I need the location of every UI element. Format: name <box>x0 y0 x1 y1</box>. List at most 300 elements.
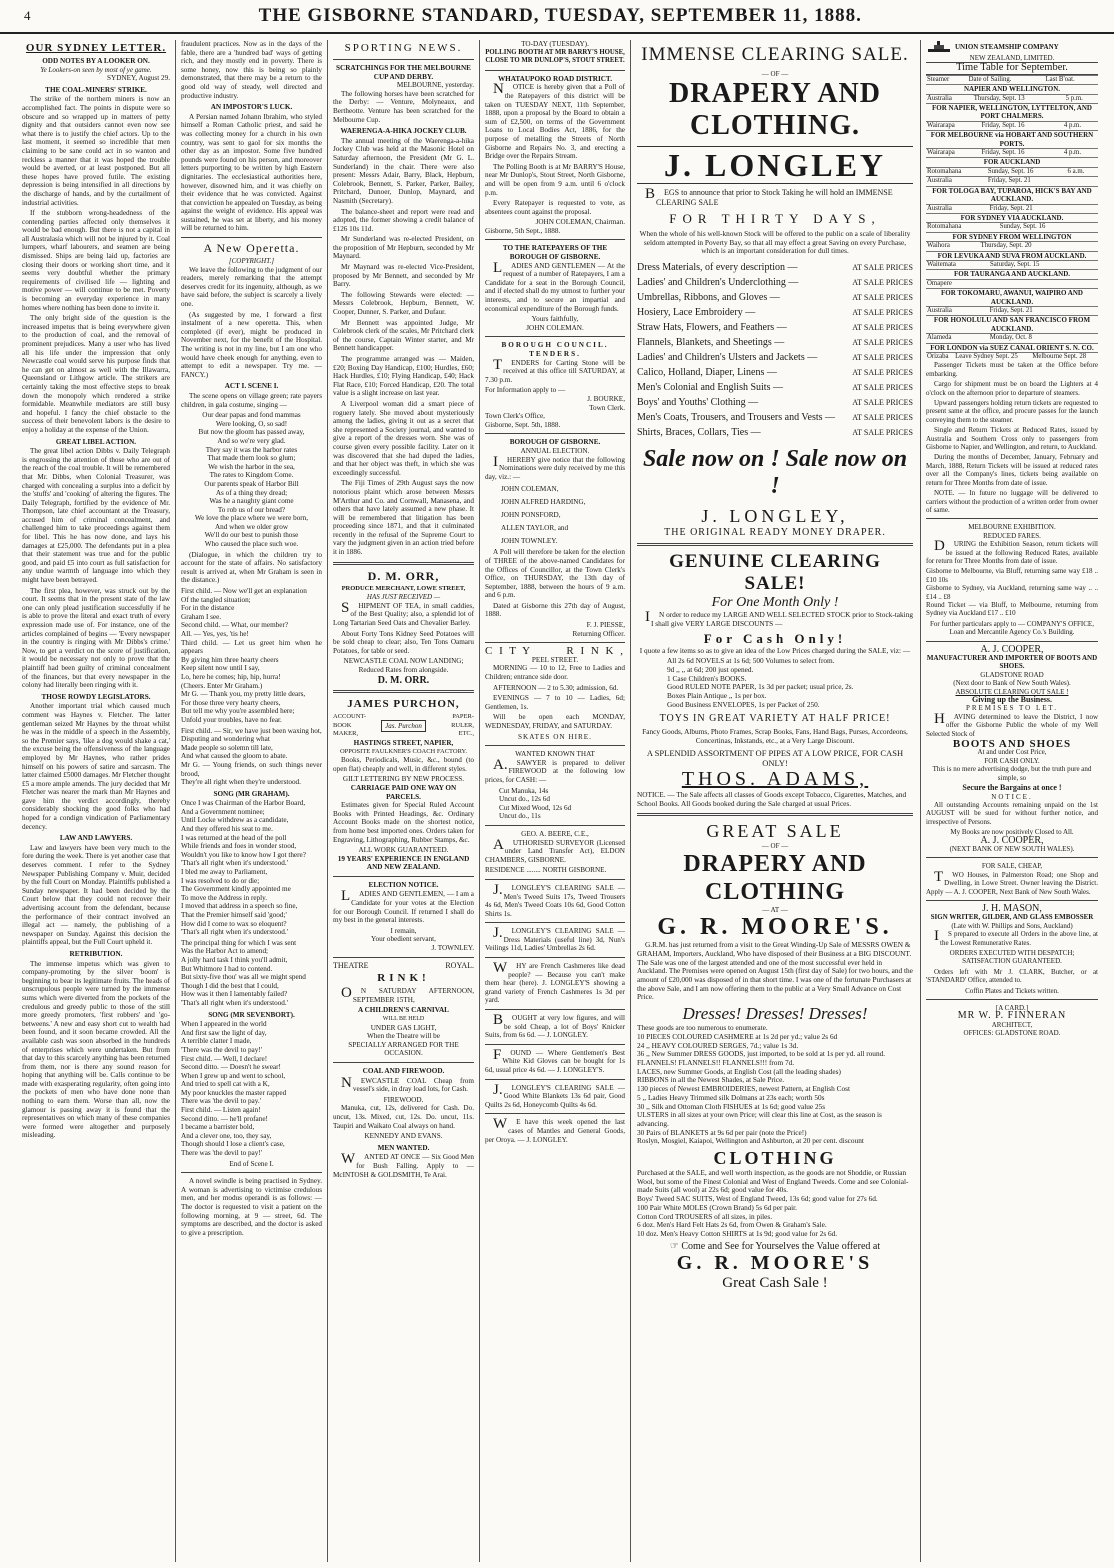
ad-text: NOTICE is hereby given that a Poll of the Ratepayers of this district will be taken on TUESDAY NEXT, 11th September, 1888, upon a proposal by the Board to obtain a sum of £2,500, on terms of the Government Loans to Local Bodies Act, 1886, for the purpose of metalling the Streets of North Gisborne and Repairs No. 3, and erecting a Bridge over the Repairs Stream. <box>485 81 625 161</box>
verse: When I appeared in the world And first saw the light of day, A terrible clatter I made, 'There was the devil to pay!' First child. — Well, I declare! Second ditto. — Doesn't he swear! When I grew up and went to school, And tried to spell cat with a K, My poor knuckles the master rapped There was 'the devil to pay.' First child. — Listen again! Second ditto. — he'll profane! I became a barrister bold, And a clever one, too, they say, Though should I lose a client's case, There was 'the devil to pay!' <box>181 1020 287 1158</box>
ad-text: G.R.M. has just returned from a visit to the Great Winding-Up Sale of MESSRS OWEN & GRAHAM, Importers, Auckland, Who have disposed of their Business at a BIG DISCOUNT. The Sale was one of the largest attended and one of the most successful ever held in Auckland. The Premises were opened on August 15th (first day of Sale) for two hours, and the amount of £20,000 was disposed of in that short time. I was one of the fortunate Purchasers at the above Sale, and I am now offering them to the public at a Very Small Advance on Cost Price. <box>637 940 913 1002</box>
table-row <box>926 94 1098 103</box>
price-list: Cut Manuka, 14s Uncut do., 12s 6d Cut Mixed Wood, 12s 6d Uncut do., 11s <box>499 786 572 821</box>
sale-item-price: AT SALE PRICES <box>852 353 913 363</box>
sale-item <box>637 365 913 380</box>
ad-text: J.LONGLEY'S CLEARING SALE — Good White Blankets 13s 6d pair, Good Quilts 2s 6d, Honeycomb Quilts 4s 6d. <box>485 1081 625 1109</box>
table-cell <box>1093 306 1098 315</box>
column-sporting <box>329 40 478 1562</box>
ad-line: WILL BE HELD <box>382 1016 425 1022</box>
ad-line: (NEXT BANK OF NEW SOUTH WALES). <box>949 844 1075 853</box>
sale-item <box>637 410 913 425</box>
ad-address: OPPOSITE FAULKNER'S COACH FACTORY. <box>339 747 468 755</box>
ad-text: All outstanding Accounts remaining unpaid on the 1st AUGUST will be sued for without further notice, and irrespective of Persons. <box>926 800 1098 826</box>
table-cell <box>1087 279 1098 288</box>
ad-text: ON SATURDAY AFTERNOON, SEPTEMBER 15TH, <box>341 985 474 1004</box>
paragraph: The only bright side of the question is the increased impetus that is being everywhere given to the production of coal, and the removal of prominent prejudices. Many a user who has lived all his life under the impression that only Newcastle coal would serve his purpose finds that he can get on almost as well with the Illawarra, Queensland or Lithgow article. The strikers are certainly taking the most effective steps to break down the monopoly which rendered a strike formidable. Meanwhile mediators are still busy and hopeful. I fancy the chief obstacle to the success of their benevolent labors is the desire to enjoy a holiday at the expense of the Union. <box>22 314 170 434</box>
table-cell: Australia <box>926 204 989 213</box>
ad-text: DURING the Exhibition Season, return tickets will be issued at the following Reduced Rates, available for return for Three Months from date of issue. <box>926 538 1098 565</box>
table-cell: 4 p.m. <box>1063 149 1098 158</box>
ad-heading: GEO. A. BEERE, C.E., <box>521 829 589 838</box>
ad-heading: FOR SALE, CHEAP, <box>981 862 1043 871</box>
section-heading: WAERENGA-A-HIKA JOCKEY CLUB. <box>340 127 467 136</box>
column-shipping <box>922 40 1102 1562</box>
ad-line: Giving up the Business. <box>971 695 1053 705</box>
company-name: UNION STEAMSHIP COMPANY <box>955 42 1059 51</box>
ad-line: At and under Cost Price, <box>977 748 1047 757</box>
table-row <box>926 353 1098 362</box>
ad-headline: GENUINE CLEARING SALE! <box>669 551 881 595</box>
paragraph: The following Stewards were elected: — Messrs Colebrook, Hepburn, Bennett, W. Cooper, Dunner, S. Parker, and Dufaur. <box>333 290 474 317</box>
sale-item-label: Umbrellas, Ribbons, and Gloves — <box>637 292 780 304</box>
ad-line: Your obedient servant, <box>371 935 436 944</box>
sale-item-price: AT SALE PRICES <box>852 323 913 333</box>
merchant-name: A. J. COOPER, <box>980 643 1044 655</box>
purchon-logo: Jas. Purchon <box>381 720 426 733</box>
sale-item-label: Men's Colonial and English Suits — <box>637 382 783 394</box>
timetable-section-heading: FOR NAPIER, WELLINGTON, LYTTELTON, AND PORT CHALMERS. <box>926 103 1098 121</box>
ad-line: (Late with W. Phillips and Sons, Auckland) <box>951 921 1073 930</box>
table-cell <box>1093 204 1098 213</box>
ad-text: TWO Houses, in Palmerston Road; one Shop and Dwelling, in Lowe Street. Owner leaving the District. Apply — A. J. COOPER, Next Bank of New South Wales. <box>926 868 1098 896</box>
nominee: JOHN PONSFORD, <box>501 511 561 520</box>
divider <box>485 1113 625 1114</box>
ad-line: FOR CASH ONLY. <box>984 756 1040 765</box>
table-cell: Melbourne Sept. 28 <box>1031 353 1098 362</box>
sale-item-price: AT SALE PRICES <box>852 263 913 273</box>
table-cell: Friday, Sept. 16 <box>981 149 1063 158</box>
ad-signature: JOHN COLEMAN. <box>526 323 584 332</box>
ad-headline: IMMENSE CLEARING SALE. <box>641 44 909 65</box>
paragraph: Mr Sunderland was re-elected President, on the proposition of Mr Hepburn, seconded by Mr Maynard. <box>333 235 474 261</box>
price-list: All 2s 6d NOVELS at 1s 6d; 500 Volumes to select from. 9d ,, ,, at 6d; 200 just opened. 1 Case Children's BOOKS. Good RULED NOTE PAPER, 1s 3d per packet; usual price, 2s. Boxes Plain Antique ,, 1s per box. Good Business ENVELOPES, 1s per Packet of 250. <box>667 656 854 709</box>
ad-text: FOUND — Where Gentlemen's Best White Kid Gloves can be bought for 1s 6d, usual price 4s 6d. — J. LONGLEY'S. <box>485 1046 625 1074</box>
divider <box>181 1172 322 1173</box>
ad-slogan: Great Cash Sale ! <box>722 1274 828 1291</box>
ad-text: About Forty Tons Kidney Seed Potatoes will be sold cheap to clear; also, Ten Tons Oamaru Potatoes, for table or seed. <box>333 629 474 655</box>
paragraph: The great libel action Dibbs v. Daily Telegraph is engrossing the attention of those who are out of the reach of the coal trouble. It will be remembered that Mr. Dibbs, when Colonial Treasurer, was charged with concealing a surplus into a deficit by the 'stuffs' and 'cooking' of altering the figures. The Daily Telegraph, fortified by the evidence of Mr. Thompson, late chief accountant at the Treasury, accused him of criminal concealment, and challenged him to take proceedings against them for libel. This he has now done, and lays his damages at £25,000. The defendants put in a plea that their statement was true and for the public good, and paid £5 into court as full satisfaction for any undue warmth of language into which they might have been betrayed. <box>22 447 170 585</box>
timetable-section <box>926 121 1098 130</box>
ad-logo-row <box>333 713 474 739</box>
table-cell: Friday, Sept. 21 <box>989 306 1094 315</box>
sale-item-label: Ladies' and Children's Underclothing — <box>637 277 799 289</box>
divider <box>926 900 1098 901</box>
paragraph: A novel swindle is being practised in Sydney. A woman is advertising to victimise credulous men, and her modus operandi is as follows: — The doctor is requested to visit a patient on the following morning, at 9 — street, 6d. The symptoms are described, and the doctor is asked to give a prescription. <box>181 1177 322 1237</box>
table-cell: Thursday, Sept. 13 <box>973 94 1065 103</box>
section-heading: THOSE ROWDY LEGISLATORS. <box>41 692 151 701</box>
ad-text: WE have this week opened the last cases of Mantles and General Goods, per Oroya. — J. LONGLEY. <box>485 1116 625 1144</box>
ad-line: I remain, <box>390 926 417 935</box>
table-cell: Friday, Sept. 16 <box>981 121 1063 130</box>
table-cell: Wairarapa <box>926 149 981 158</box>
table-cell: Friday, Sept. 21 <box>987 177 1067 186</box>
ad-text: TENDERS for Carting Stone will be received at this office till SATURDAY, at 7.30 p.m. <box>485 356 625 384</box>
ad-subheading: SIGN WRITER, GILDER, AND GLASS EMBOSSER <box>930 913 1094 922</box>
merchant-name: MR W. P. FINNERAN <box>957 1010 1067 1022</box>
divider <box>333 876 474 877</box>
ad-signature: D. M. ORR. <box>377 674 430 686</box>
divider <box>926 999 1098 1000</box>
ad-signature: F. J. PIESSE, <box>586 621 625 630</box>
ad-text: IS prepared to execute all Orders in the above line, at the Lowest Remunerative Rates. <box>934 928 1098 947</box>
sale-item-price: AT SALE PRICES <box>852 413 913 423</box>
ad-headline: CLOTHING <box>713 1148 837 1169</box>
table-cell: Omapere <box>926 279 1076 288</box>
article-subtitle: SCRATCHINGS FOR THE MELBOURNE CUP AND DERBY. <box>336 64 471 81</box>
ad-text: A Poll will therefore be taken for the election of THREE of the above-named Candidates for the Offices of Councillor, at the Town Clerk's Office, on THURSDAY, the 13th day of September, 1888, between the hours of 9 a.m. and 6 p.m. <box>485 548 625 600</box>
timetable-section <box>926 94 1098 103</box>
table-cell: 4 p.m. <box>1063 121 1098 130</box>
city-left: C I T Y <box>485 645 533 658</box>
sale-item <box>637 320 913 335</box>
timetable-section <box>926 260 1098 269</box>
article-subtitle: ODD NOTES BY A LOOKER ON. <box>42 57 150 65</box>
theatre-right: ROYAL. <box>445 960 474 970</box>
paragraph: The first plea, however, was struck out by the court. It seems that in the present state of the law one can only plead justification successfully if he is able to prove the literal and exact truth of every expression made use of. For instance, one of the articles complained of begins — 'Every newspaper in the country is ringing with Mr Dibbs's crime.' Now, to get a verdict on the score of justification, it would be necessary not only to prove that the plaintiff had been guilty of criminal concealment of the finances, but that every newspaper in the colony had literally been ringing with it. <box>22 586 170 690</box>
table-cell: Monday, Oct. 8 <box>989 334 1094 343</box>
paragraph: Another important trial which caused much comment was Haynes v. Fletcher. The latter gentleman seized Mr Haynes by the throat whilst he was in the middle of a speech in the Assembly, so the Premier says, 'like a dog would shake a cat,' the excuse being the offensiveness of the language employed by Mr Haynes, who rather prides himself on his powers of satire and sarcasm. The latter claimed £5000 damages. Mr Fletcher thought £5 a more ample amends. The jury decided that Mr Fletcher was nearer the mark than Mr Haynes and gave him the verdict accordingly, thereby considerably shocking the good folks who had hoped for a condign vindication of Parliamentary decency. <box>22 702 170 831</box>
divider <box>926 641 1098 642</box>
table-cell <box>1067 177 1099 186</box>
table-cell: Orizaba <box>926 353 954 362</box>
divider <box>333 59 474 60</box>
table-row <box>926 334 1098 343</box>
ship-note: Cargo for shipment must be on board the Lighters at 4 o'clock on the afternoon prior to departure of steamers. <box>926 380 1098 397</box>
pointing-hand-icon: ☞ <box>669 1240 679 1252</box>
table-header-cell: Steamer <box>926 75 968 84</box>
ad-text: Fancy Goods, Albums, Photo Frames, Scrap Books, Fans, Hand Bags, Purses, Accordeons, Concertinas, Inkstands, etc., at a Very Large Discount. <box>642 727 908 746</box>
paragraph: The scene opens on village green; rate payers children, in gala costume, singing — <box>181 391 322 409</box>
ship-note: Upward passengers holding return tickets are requested to present same at the office, and procure passes for the launch conveying them to the steamer. <box>926 399 1098 424</box>
ad-headline: TOYS IN GREAT VARIETY AT HALF PRICE! <box>659 713 891 725</box>
ad-line: SKATES ON HIRE. <box>518 732 592 741</box>
ad-text: ORDERS EXECUTED WITH DESPATCH; SATISFACTION GUARANTEED. <box>949 949 1075 966</box>
ad-signature: J. BOURKE, <box>587 394 625 403</box>
merchant-name: A. J. COOPER, <box>980 834 1044 846</box>
divider <box>485 1009 625 1010</box>
table-row <box>926 167 1098 176</box>
dateline: SYDNEY, August 29. <box>107 74 170 83</box>
sale-item <box>637 275 913 290</box>
verse: Once I was Chairman of the Harbor Board, And a Government nominee; Until Locke withdrew as a candidate, And they offered his seat to me. I was returned at the head of the poll While friends and foes in wonder stood, Wouldn't you like to know how I got there? 'That's all right when it's understood.' I bled me away to Parliament, I was resolved to do or die; The Government kindly appointed me To move the Address in reply. I moved that address in a speech so fine, That the Premier himself said 'good;' How did I come to wax so eloquent? 'That's all right when it's understood.' <box>181 799 306 937</box>
timetable-section <box>926 241 1098 250</box>
sale-item <box>637 260 913 275</box>
ad-line <box>637 1241 913 1252</box>
nominee: ALLEN TAYLOR, and <box>501 524 569 533</box>
paragraph: (As suggested by me, I forward a first instalment of a new operetta. This, when completed (if ever), might be produced in November next, for the benefit of the Hospital. The writing is not in my line, but I am one who would have cheek enough for anything, even to attempt to edit a newspaper. Try me. — FANCY.) <box>181 310 322 379</box>
table-cell <box>1094 260 1098 269</box>
paragraph: The strike of the northern miners is now an accomplished fact. The points in dispute were so obscure and so wrapped up in matters of petty dignity and that outsiders cannot even now see what there is to justify the chief actors. Up to the last moment, it seemed so incredible that men claiming to be sane could act in so wanton and reckless a manner that it was hoped the trouble would be averted, or at least postponed. But all these hopes have proved futile. The existing depression is being intensified in all directions by the discharge of hands, and by the curtailment of industrial activities. <box>22 95 170 207</box>
city-right: R I N K , <box>566 645 625 658</box>
ad-heading: WHATAUPOKO ROAD DISTRICT. <box>497 74 612 83</box>
timetable-section-heading: FOR LONDON via SUEZ CANAL ORIENT S. N. CO. <box>926 343 1098 352</box>
timetable-section-heading: FOR TAURANGA AND AUCKLAND. <box>926 269 1098 278</box>
table-cell: Rotomahana <box>926 223 999 232</box>
paragraph: The following horses have been scratched for the Derby: — Venture, Molyneaux, and Bertheotte. Venture has been scratched for the Melbourne Cup. <box>333 89 474 124</box>
ad-text: BOUGHT at very low figures, and will be sold Cheap, a lot of Boys' Knicker Suits, from 6s 6d. — J. LONGLEY. <box>485 1012 625 1040</box>
timetable-title: Time Table for September. <box>926 62 1098 74</box>
table-cell: Saturday, Sept. 15 <box>989 260 1094 269</box>
section-heading: COAL AND FIREWOOD. <box>362 1066 445 1075</box>
column-sydney-letter <box>18 40 174 1562</box>
ad-line: PEEL STREET. <box>531 655 579 664</box>
timetable-section <box>926 352 1098 361</box>
ad-text: NOTICE. — The Sale affects all classes of Goods except Tobacco, Cigarettes, Matches, and School Books. All Goods booked during the Sale charged at usual Prices. <box>637 789 907 808</box>
table-cell <box>1094 223 1098 232</box>
ad-line: Yours faithfully, <box>531 315 579 324</box>
paragraph: We leave the following to the judgment of our readers, merely remarking that the attempt deserves credit for its ingenuity, although, as we have said before, the subject is scarcely a lively one. <box>181 265 322 309</box>
ad-heading: WANTED KNOWN THAT <box>515 750 595 759</box>
sale-item-price: AT SALE PRICES <box>852 278 913 288</box>
sale-item-label: Boys' and Youths' Clothing — <box>637 397 759 409</box>
column-rule <box>479 40 480 1562</box>
ad-signature: JOHN COLEMAN, Chairman. <box>535 218 625 227</box>
ad-subheading: MANUFACTURER AND IMPORTER OF BOOTS AND SHOES. <box>926 654 1098 671</box>
section-heading: THE COAL-MINERS' STRIKE. <box>45 85 147 94</box>
ad-line: ABSOLUTE CLEARING OUT SALE ! <box>955 687 1069 696</box>
ad-line: GILT LETTERING BY NEW PROCESS. <box>342 775 465 784</box>
end-scene: End of Scene I. <box>229 1159 274 1168</box>
ad-subheading: REDUCED FARES. <box>983 531 1041 540</box>
column-rule <box>327 40 328 1562</box>
divider <box>485 1044 625 1045</box>
divider <box>485 70 625 71</box>
ad-text: J.LONGLEY'S CLEARING SALE — Dress Materials (useful line) 3d, Nun's Veilings 11d, Ladies' Umbrellas 2s 6d. <box>485 925 625 953</box>
timetable-section <box>926 222 1098 231</box>
table-cell: Leave Sydney Sept. 25 <box>954 353 1031 362</box>
sale-item-price: AT SALE PRICES <box>852 428 913 438</box>
sale-item-label: Straw Hats, Flowers, and Feathers — <box>637 322 787 334</box>
ad-line: — OF — <box>761 70 789 78</box>
sale-item-price: AT SALE PRICES <box>852 338 913 348</box>
divider <box>485 433 625 434</box>
table-row <box>926 279 1098 288</box>
sale-item <box>637 425 913 440</box>
table-row <box>926 149 1098 158</box>
ad-address: HASTINGS STREET, NAPIER, <box>353 738 454 747</box>
column-notices <box>481 40 629 1562</box>
table-row <box>926 260 1098 269</box>
ad-heading: POLLING BOOTH AT MR BARRY'S HOUSE, CLOSE TO MR DUNLOP'S, STOUT STREET. <box>485 48 625 65</box>
timetable-sections <box>926 84 1098 361</box>
table-row <box>926 204 1098 213</box>
section-heading: RETRIBUTION. <box>69 949 123 958</box>
ad-text: EVENINGS — 7 to 10 — Ladies, 6d; Gentlemen, 1s. <box>485 694 625 711</box>
ad-line: NOTICE. <box>991 792 1033 801</box>
city-rink-title <box>485 647 625 656</box>
paragraph: The immense impetus which was given to company-promoting by the silver 'boom' is beginning to bear its legitimate fruits. The heads of unscrupulous people were turned by the immense sums which were diverted from the pockets of the credulous and greedy public to those of the still more greedy promoters, 'first robbers' and 'go-betweens.' A new and easy short cut to wealth had been found, and it soon became crowded. All the available cash was soon absorbed in the hundreds of enterprises which were undertaken. But from that day to this scarcely anything has been returned from them, nor is there any sound reason for hoping that anything will be. Calls continue to be made with exasperating regularity, often going into the pockets of men who have done none than nothing to earn them. Worse than all, now the glamour is passing away it is found that the representatives on which many of these companies were formed were altogether and purposely misleading. <box>22 959 170 1140</box>
divider <box>485 745 625 746</box>
ad-line: For Information apply to — <box>485 386 566 395</box>
theatre-left: THEATRE <box>333 960 369 970</box>
ad-text: The Polling Booth is at Mr BARRY'S House, near Mr Dunlop's, Stout Street, North Gisborne, and will be open from 9 a.m. until 6 o'clock p.m. <box>485 162 625 197</box>
table-header-cell: Last B'oat. <box>1045 75 1098 84</box>
ad-line: ARCHITECT, <box>991 1020 1033 1029</box>
divider <box>485 825 625 826</box>
ad-text: IN order to reduce my LARGE AND WELL SELECTED STOCK prior to Stock-taking I shall give VERY LARGE DISCOUNTS — <box>645 609 914 628</box>
price-list: Purchased at the SALE, and well worth inspection, as the goods are not Shoddie, or Russian Wool, but some of the Finest Colonial and West of England Tweeds. Come and see Colonial-made Suits (all wool) at 22s 6d; good value for 40s. Boys' Tweed SAC SUITS, West of England Tweed, 13s 6d; good value for 27s 6d. 100 Pair White MOLES (Crown Brand) 5s 6d per pair. Cotton Cord TROUSERS of all sizes, in piles. 6 doz. Men's Hard Felt Hats 2s 6d, from Owen & Graham's Sale. 10 doz. Men's Heavy Cotton SHIRTS at 1s 9d; good value for 2s 6d. <box>637 1168 909 1238</box>
ad-text: Will be open each MONDAY, WEDNESDAY, FRIDAY, and SATURDAY. <box>485 713 625 730</box>
paragraph: Law and lawyers have been very much to the fore during the week. There is yet another case that deserves comment. I refer to the Sydney Newspaper Publishing Company v. Muir, decided by the full Court on Monday. Plaintiffs published a Sunday newspaper. It had been decided by the Court below that they could not recover their advertising account from the defendant, because the performance of their contract involved an illegal act — namely, the publishing of a newspaper on Sunday. Against this decision the plaintiffs appeal, but the Full Court upheld it. <box>22 843 170 947</box>
table-header-cell: Date of Sailing. <box>968 75 1045 84</box>
fares-list: Gisborne to Melbourne, via Bluff, returning same way £18 .. £10 10s Gisborne to Sydney, via Auckland, returning same way .. .. £14 .. £8 Round Ticket — via Bluff, to Melbourne, returning from Sydney via Auckland £17 .. £10 <box>926 567 1098 618</box>
ad-text: IHEREBY give notice that the following Nominations were duly received by me this day, viz.: — <box>485 453 625 481</box>
ad-text: AFTERNOON — 2 to 5.30; admission, 6d. <box>493 683 619 692</box>
ad-text: WANTED AT ONCE — Six Good Men for Bush Falling. Apply to — McINTOSH & GOLDSMITH, Te Arai. <box>333 1151 474 1179</box>
section-heading: SONG (MR SEVENBORT). <box>208 1010 295 1019</box>
ad-date: Gisborne, Sept. 5th, 1888. <box>485 420 561 429</box>
ad-text: HAVING determined to leave the District, I now offer the Gisborne Public the whole of my Well Selected Stock of <box>926 710 1098 738</box>
divider <box>637 813 913 816</box>
ad-line: SPECIALLY ARRANGED FOR THE OCCASION. <box>348 1040 459 1058</box>
ad-line: A CHILDREN'S CARNIVAL <box>358 1006 449 1015</box>
sale-item-price: AT SALE PRICES <box>852 293 913 303</box>
sale-item <box>637 395 913 410</box>
ad-line: When the Theatre will be <box>367 1032 440 1041</box>
paragraph: Mr Bennett was appointed Judge, Mr Colebrook clerk of the scales, Mr Pritchard clerk of the course, Captain Winter starter, and Mr Bennett handicapper. <box>333 318 474 353</box>
verse: Our dear papas and fond mammas Were looking, O, so sad! But now the gloom has passed away, And so we're very glad. They say it was the harbor rates That made them look so glum; We wish the harbor in the sea, The rates to Kingdom Come. Our parents speak of Harbor Bill As of a thing they dread; Was he a naughty giant come To rob us of our bread? We love the place where we were born, And when we older grow We'll do our best to punish those Who caused the place such woe. <box>194 411 309 549</box>
ad-text: LADIES AND GENTLEMEN — At the request of a number of Ratepayers, I am a Candidate for a seat in the Borough Council, and if elected shall do my utmost to further your interests, and to secure an impartial and economical expenditure of the Borough funds. <box>485 259 625 313</box>
ship-note: Passenger Tickets must be taken at the Office before embarking. <box>926 361 1098 378</box>
section-heading: AN IMPOSTOR'S LUCK. <box>210 103 293 112</box>
section-heading: ELECTION NOTICE. <box>368 880 439 889</box>
table-row <box>926 306 1098 315</box>
ad-line: UNDER GAS LIGHT, <box>370 1023 437 1032</box>
ad-line: 19 YEARS' EXPERIENCE IN ENGLAND AND NEW ZEALAND. <box>337 854 470 872</box>
copyright: [COPYRIGHT.] <box>228 257 275 266</box>
article-byline: Ye Lookers-on seen by most of ye game. <box>40 65 152 74</box>
ad-headline: GREAT SALE <box>706 821 844 842</box>
paragraph: The balance-sheet and report were read and adopted, the former showing a credit balance of £126 10s 11d. <box>333 207 474 233</box>
ad-line: GLADSTONE ROAD <box>980 670 1044 679</box>
ad-text: WHY are French Cashmeres like dead people? — Because you can't make them hear (here). J. LONGLEY'S showing a grand variety of French Cashmeres 1s 3d per yard. <box>485 960 625 1005</box>
ad-title: JAMES PURCHON, <box>347 698 460 711</box>
divider <box>181 237 322 238</box>
verse: First child. — Now we'll get an explanation Of the tangled situation; For in the distance Graham I see. Second child. — What, our member? All. — Yes, yes, 'tis he! Third child. — Let us greet him when he appears By giving him three hearty cheers Keep silent now until I say, Lo, here he comes; hip, hip, hurra! (Cheers. Enter Mr Graham.) Mr G. — Thank you, my pretty little dears, For those three very hearty cheers, But tell me why you're assembled here; Unfold your troubles, have no fear. <box>181 587 322 724</box>
timetable <box>926 75 1098 84</box>
nominee: JOHN ALFRED HARDING, <box>501 498 586 507</box>
sale-item-label: Shirts, Braces, Collars, Ties — <box>637 427 761 439</box>
sale-item-label: Dress Materials, of every description — <box>637 262 798 274</box>
steamship-icon <box>926 40 952 54</box>
timetable-section <box>926 279 1098 288</box>
table-cell <box>1076 279 1087 288</box>
paragraph: (Dialogue, in which the children try to account for the state of affairs. No satisfactory result is arrived at, when Mr Graham is seen in the distance.) <box>181 550 322 585</box>
ad-line: Town Clerk's Office, <box>485 412 545 421</box>
ad-heading: MELBOURNE EXHIBITION. <box>968 523 1056 532</box>
divider <box>637 543 913 546</box>
ad-line: OFFICES: GLADSTONE ROAD. <box>963 1029 1061 1038</box>
timetable-section-heading: FOR TOLOGA BAY, TUPAROA, HICK'S BAY AND AUCKLAND. <box>926 186 1098 204</box>
divider <box>485 642 625 643</box>
ad-title: D. M. ORR, <box>367 568 440 583</box>
merchant-name: THOS. ADAMS, <box>681 767 869 790</box>
merchant-name: J. LONGLEY, <box>701 506 849 527</box>
timetable-section <box>926 148 1098 157</box>
rink-title: RINK! <box>377 972 430 985</box>
table-cell: 5 p.m. <box>1065 94 1098 103</box>
section-heading: ACT I. SCENE I. <box>224 382 279 391</box>
table-header <box>926 75 1098 84</box>
ad-line: PREMISES TO LET. <box>965 704 1059 713</box>
merchant-name: J. H. MASON, <box>982 902 1042 914</box>
sale-item-price: AT SALE PRICES <box>852 368 913 378</box>
table-cell: 6 a.m. <box>1067 167 1099 176</box>
timetable-section-heading: FOR AUCKLAND <box>926 157 1098 166</box>
table-cell: Thursday, Sept. 20 <box>980 242 1094 251</box>
ad-slogan: Sale now on ! Sale now on ! <box>642 446 908 500</box>
ad-line: RESIDENCE ........ NORTH GISBORNE. <box>485 866 607 875</box>
table-row <box>926 177 1098 186</box>
masthead-title: THE GISBORNE STANDARD, TUESDAY, SEPTEMBER 11, 1888. <box>258 5 862 26</box>
theatre-row <box>333 962 474 971</box>
ad-text: BEGS to announce that prior to Stock Taking he will hold an IMMENSE CLEARING SALE <box>645 186 893 207</box>
ad-text: Dated at Gisborne this 27th day of August, 1888. <box>485 601 625 619</box>
dateline: MELBOURNE, yesterday. <box>396 81 474 90</box>
ad-text: Manuka, cut, 12s, delivered for Cash. Do. uncut, 13s. Mixed, cut, 12s. Do. uncut, 11s. Taupiri and Waikato Coal always on hand. <box>333 1104 474 1130</box>
timetable-section <box>926 167 1098 186</box>
ad-headline: DRAPERY AND CLOTHING. <box>669 78 881 141</box>
ad-right: PAPER-RULER, ETC., <box>451 713 474 738</box>
verse: First child. — Sir, we have just been waxing hot, Disputing and wondering what Made people so solemn till late, And what caused the gloom to abate. Mr G. — Young friends, on such things never brood, They're all right when they're understood. <box>181 726 322 787</box>
table-cell: Australia <box>926 94 973 103</box>
sale-item <box>637 335 913 350</box>
nominee-list <box>485 483 625 548</box>
table-cell: Rotomahana <box>926 167 987 176</box>
nominee: JOHN TOWNLEY. <box>501 537 558 546</box>
timetable-section-heading: FOR SYDNEY VIA AUCKLAND. <box>926 213 1098 222</box>
table-cell: Friday, Sept. 21 <box>989 204 1094 213</box>
ad-line: A SPLENDID ASSORTMENT OF PIPES AT A LOW PRICE, FOR CASH ONLY! <box>646 747 904 768</box>
timetable-section-heading: FOR TOKOMARU, AWANUI, WAIPIRO AND AUCKLAND. <box>926 288 1098 306</box>
ad-text: AUTHORISED SURVEYOR (Licensed under Land Transfer Act), ELDON CHAMBERS, GISBORNE. <box>485 836 625 864</box>
sale-item-price: AT SALE PRICES <box>852 383 913 393</box>
ad-text: I quote a few items so as to give an idea of the Low Prices charged during the SALE, viz: — <box>639 645 911 655</box>
paragraph: The programme arranged was — Maiden, £20; Boxing Day Handicap, £100; Hurdles, £60; Hack Hurdles, £10; Flying Handicap, £40; Hack Flat Race, £10; Forced Handicap, £20. The total value is a slight increase on last year. <box>333 355 474 398</box>
verse: The principal thing for which I was sent Was the Harbor Act to amend; A jolly hard task I think you'll admit, But Whitmore I had to contend. But sixty-five thou' was all we might spend Though I did the best that I could, How was it then I lamentably failed? 'That's all right when it's understood.' <box>181 938 306 1007</box>
ad-text: MORNING — 10 to 12, Free to Ladies and Children; entrance side door. <box>485 664 625 682</box>
sale-item-label: Hosiery, Lace Embroidery — <box>637 307 756 319</box>
ad-signature: Town Clerk. <box>589 403 625 412</box>
ad-text: Every Ratepayer is requested to vote, as absentees count against the proposal. <box>485 199 625 216</box>
table-cell: Waitemata <box>926 260 989 269</box>
ad-text: A.SAWYER is prepared to deliver FIREWOOD at the following low prices, for CASH: — <box>485 756 625 784</box>
divider <box>485 239 625 240</box>
ad-headline: Dresses! Dresses! Dresses! <box>682 1004 868 1024</box>
ad-line: THE ORIGINAL READY MONEY DRAPER. <box>664 527 886 539</box>
timetable-section <box>926 204 1098 213</box>
timetable-section-heading: NAPIER AND WELLINGTON. <box>926 84 1098 93</box>
section-heading: MEN WANTED. <box>377 1143 430 1152</box>
ad-heading: TO THE RATEPAYERS OF THE BOROUGH OF GISBORNE. <box>502 244 608 262</box>
ad-text: NEWCASTLE COAL Cheap from vessel's side, in dray load lots, for Cash. <box>341 1074 474 1094</box>
paragraph: The annual meeting of the Waerenga-a-hika Jockey Club was held at the Masonic Hotel on Saturday afternoon, the President (Mr G. L. Sunderland) in the chair. There were also present: Messrs Adair, Barry, Black, Hepburn, Colebrook, Bennett, S. Parker, Parker, Bailey, Pritchard, Dunoer, Dunlop, Maynard, and Nasmith (Secretary). <box>333 136 474 205</box>
column-rule <box>920 40 921 1562</box>
ad-line-text: Come and See for Yourselves the Value offered at <box>681 1240 881 1252</box>
table-cell: Australia <box>926 306 989 315</box>
timetable-section-heading: FOR HONOLULU AND SAN FRANCISCO FROM AUCKLAND. <box>926 315 1098 333</box>
table-cell: Sunday, Sept. 16 <box>999 223 1094 232</box>
merchant-name: G. R. MOORE'S <box>676 1251 874 1274</box>
sale-price-list <box>637 260 913 440</box>
divider <box>485 957 625 958</box>
ad-text: SHIPMENT OF TEA, in small caddies, of the Best Quality; also, a splendid lot of Long Tartarian Seed Oats and Chevalier Barley. <box>333 599 474 628</box>
sale-item-label: Ladies' and Children's Ulsters and Jackets — <box>637 352 818 364</box>
ad-signature: J. TOWNLEY. <box>431 944 474 953</box>
ad-heading: BOROUGH COUNCIL. <box>501 341 609 350</box>
ad-subheadline: For One Month Only ! <box>711 595 839 611</box>
ship-note: Single and Return Tickets at Reduced Rates, issued by Australia and Southern Cross only to passengers from Gisborne to Napier, and Wellington, and return, to Auckland. <box>926 426 1098 452</box>
